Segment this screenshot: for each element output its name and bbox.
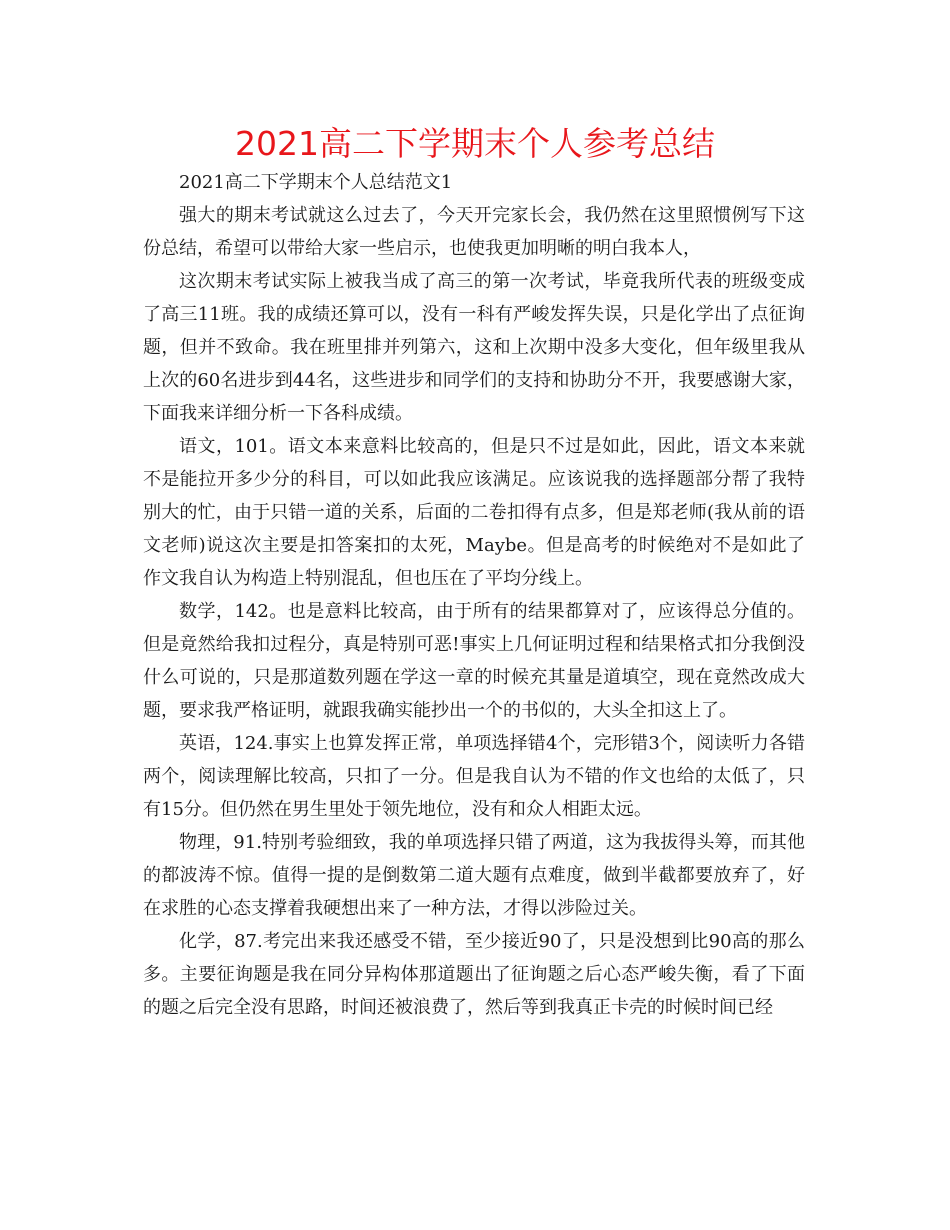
paragraph-overview: 这次期末考试实际上被我当成了高三的第一次考试，毕竟我所代表的班级变成了高三11班。我的成绩还算可以，没有一科有严峻发挥失误，只是化学出了点征询题，但并不致命。我在班里排并列第六，这和上次期中没多大变化，但年级里我从上次的60名进步到44名，这些进步和同学们的支持和协助分不开，我要感谢大家，下面我来详细分析一下各科成绩。 — [143, 271, 805, 424]
document-body — [143, 166, 805, 1024]
paragraph-chinese: 语文，101。语文本来意料比较高的，但是只不过是如此，因此，语文本来就不是能拉开多少分的科目，可以如此我应该满足。应该说我的选择题部分帮了我特别大的忙，由于只错一道的关系，后面的二卷扣得有点多，但是郑老师(我从前的语文老师)说这次主要是扣答案扣的太死，Maybe。但是高考的时候绝对不是如此了作文我自认为构造上特别混乱，但也压在了平均分线上。 — [143, 436, 805, 589]
document-subtitle: 2021高二下学期末个人总结范文1 — [179, 172, 453, 193]
paragraph-intro: 强大的期末考试就这么过去了，今天开完家长会，我仍然在这里照惯例写下这份总结，希望可以带给大家一些启示，也使我更加明晰的明白我本人， — [143, 205, 805, 259]
paragraph-math: 数学，142。也是意料比较高，由于所有的结果都算对了，应该得总分值的。但是竟然给我扣过程分，真是特别可恶!事实上几何证明过程和结果格式扣分我倒没什么可说的，只是那道数列题在学这一章的时候充其量是道填空，现在竟然改成大题，要求我严格证明，就跟我确实能抄出一个的书似的，大头全扣这上了。 — [143, 601, 805, 721]
document-title: 2021高二下学期末个人参考总结 — [235, 124, 715, 163]
paragraph-chemistry: 化学，87.考完出来我还感受不错，至少接近90了，只是没想到比90高的那么多。主要征询题是我在同分异构体那道题出了征询题之后心态严峻失衡，看了下面的题之后完全没有思路，时间还被浪费了，然后等到我真正卡壳的时候时间已经 — [143, 931, 805, 1018]
paragraph-physics: 物理，91.特别考验细致，我的单项选择只错了两道，这为我拔得头筹，而其他的都波涛不惊。值得一提的是倒数第二道大题有点难度，做到半截都要放弃了，好在求胜的心态支撑着我硬想出来了一种方法，才得以涉险过关。 — [143, 832, 805, 919]
paragraph-english: 英语，124.事实上也算发挥正常，单项选择错4个，完形错3个，阅读听力各错两个，阅读理解比较高，只扣了一分。但是我自认为不错的作文也给的太低了，只有15分。但仍然在男生里处于领先地位，没有和众人相距太远。 — [143, 733, 805, 820]
